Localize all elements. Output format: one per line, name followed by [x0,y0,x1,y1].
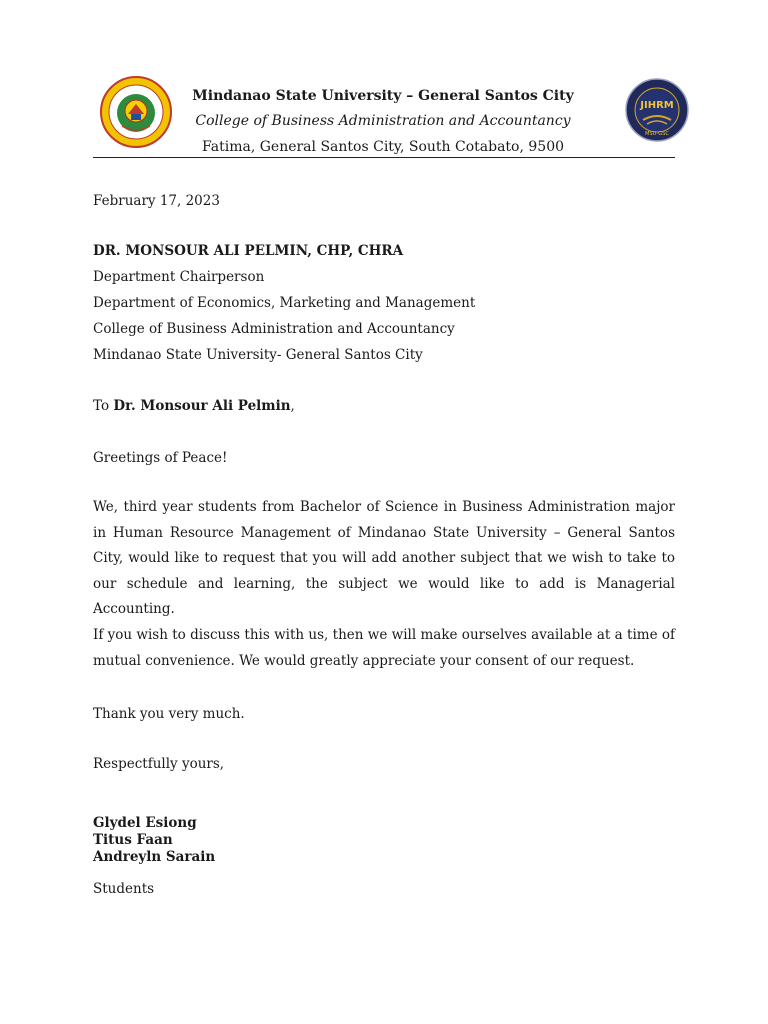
salutation-name: Dr. Monsour Ali Pelmin [113,398,291,414]
thanks-line: Thank you very much. [93,706,245,722]
signatory-name: Andreyln Sarain [93,849,216,865]
university-address: Fatima, General Santos City, South Cotabato, 9500 [201,139,565,155]
college-name: College of Business Administration and Accountancy [195,113,571,129]
msu-seal-logo [100,76,172,148]
signatory-name: Glydel Esiong [93,815,197,831]
signatory-role: Students [93,881,155,897]
university-name: Mindanao State University – General Santos City [192,88,574,104]
letter-date: February 17, 2023 [93,193,220,209]
signatory-name: Titus Faan [93,832,173,848]
salutation-suffix: , [290,398,295,414]
recipient-name: DR. MONSOUR ALI PELMIN, CHP, CHRA [93,243,404,259]
recipient-line: Department Chairperson [93,269,265,285]
letterhead-divider [93,157,675,158]
salutation-prefix: To [93,398,114,414]
jihrm-logo-sub: MSU-GSC [645,131,669,137]
recipient-line: Department of Economics, Marketing and Management [93,295,476,311]
recipient-line: Mindanao State University- General Santos City [93,347,423,363]
closing-line: Respectfully yours, [93,756,225,772]
salutation [93,398,675,414]
jihrm-logo-label: JIHRM [640,100,674,111]
recipient-line: College of Business Administration and Accountancy [93,321,455,337]
body-paragraph-request: We, third year students from Bachelor of Science in Business Administration major in Human Resource Management of Mindanao State University – General Santos City, would like to request that you will add another subject that we wish to take to our schedule and learning, the subject we would like to add is Managerial Accounting. [93,499,675,618]
greeting: Greetings of Peace! [93,450,228,466]
body-paragraph-discussion: If you wish to discuss this with us, then we will make ourselves available at a time of mutual convenience. We would greatly appreciate your consent of our request. [93,627,675,669]
